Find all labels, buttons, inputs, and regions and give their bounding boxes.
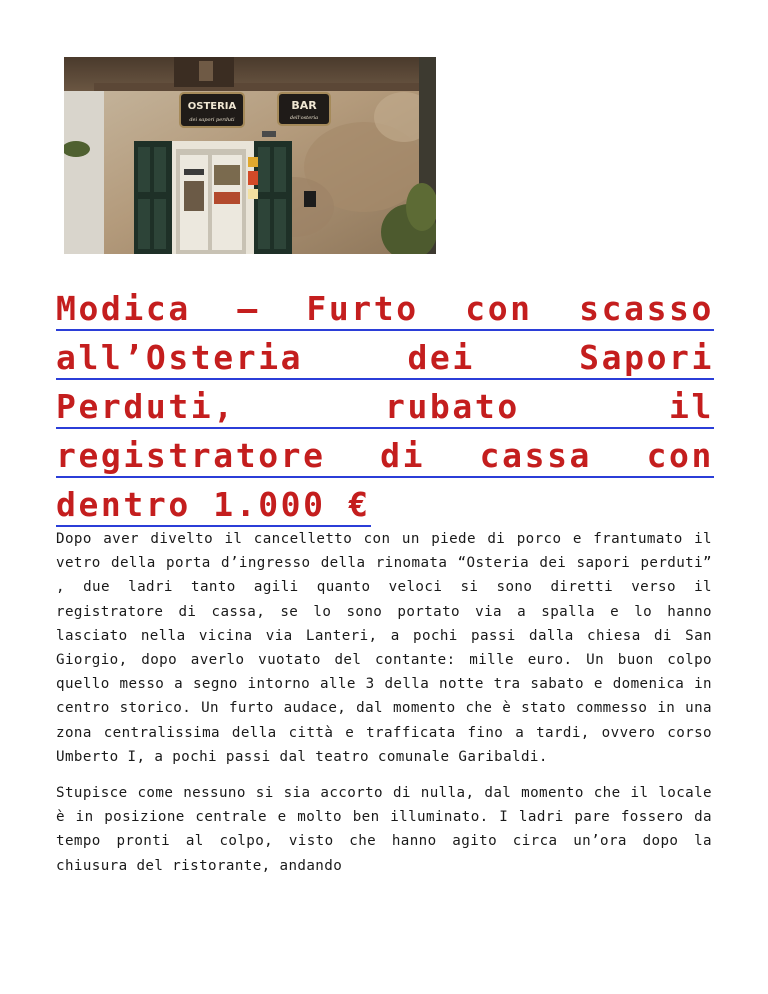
article-title-link[interactable]: Modica – Furto con scasso all’Osteria dei Sapori Perduti, rubato il registratore di cassa con dentro 1.000 €	[56, 289, 714, 527]
sign-bar-text: BAR	[291, 99, 317, 112]
storefront-photo	[64, 57, 436, 254]
article-paragraph-1: Dopo aver divelto il cancelletto con un piede di porco e frantumato il vetro della porta d’ingresso della rinomata “Osteria dei sapori perduti” , due ladri tanto agili quanto veloci si sono diretti verso il registratore di cassa, se lo sono portato via a spalla e lo hanno lasciato nella vicina via Lanteri, a pochi passi dalla chiesa di San Giorgio, dopo averlo vuotato del contante: mille euro. Un buon colpo quello messo a segno intorno alle 3 della notte tra sabato e domenica in centro storico. Un furto audace, dal momento che è stato commesso in una zona centralissima della città e trafficata fino a tardi, ovvero corso Umberto I, a pochi passi dal teatro comunale Garibaldi.	[56, 531, 712, 765]
sign-osteria-subtext: dei sapori perduti	[189, 117, 235, 123]
sign-bar-subtext: dell'osteria	[289, 115, 319, 121]
article-paragraph-2: Stupisce come nessuno si sia accorto di nulla, dal momento che il locale è in posizione centrale e molto ben illuminato. I ladri pare fossero da tempo pronti al colpo, visto che hanno agito circa un’ora dopo la chiusura del ristorante, andando	[56, 785, 712, 874]
sign-osteria-text: OSTERIA	[187, 101, 237, 112]
article-body	[56, 527, 712, 890]
article-title	[56, 284, 714, 529]
